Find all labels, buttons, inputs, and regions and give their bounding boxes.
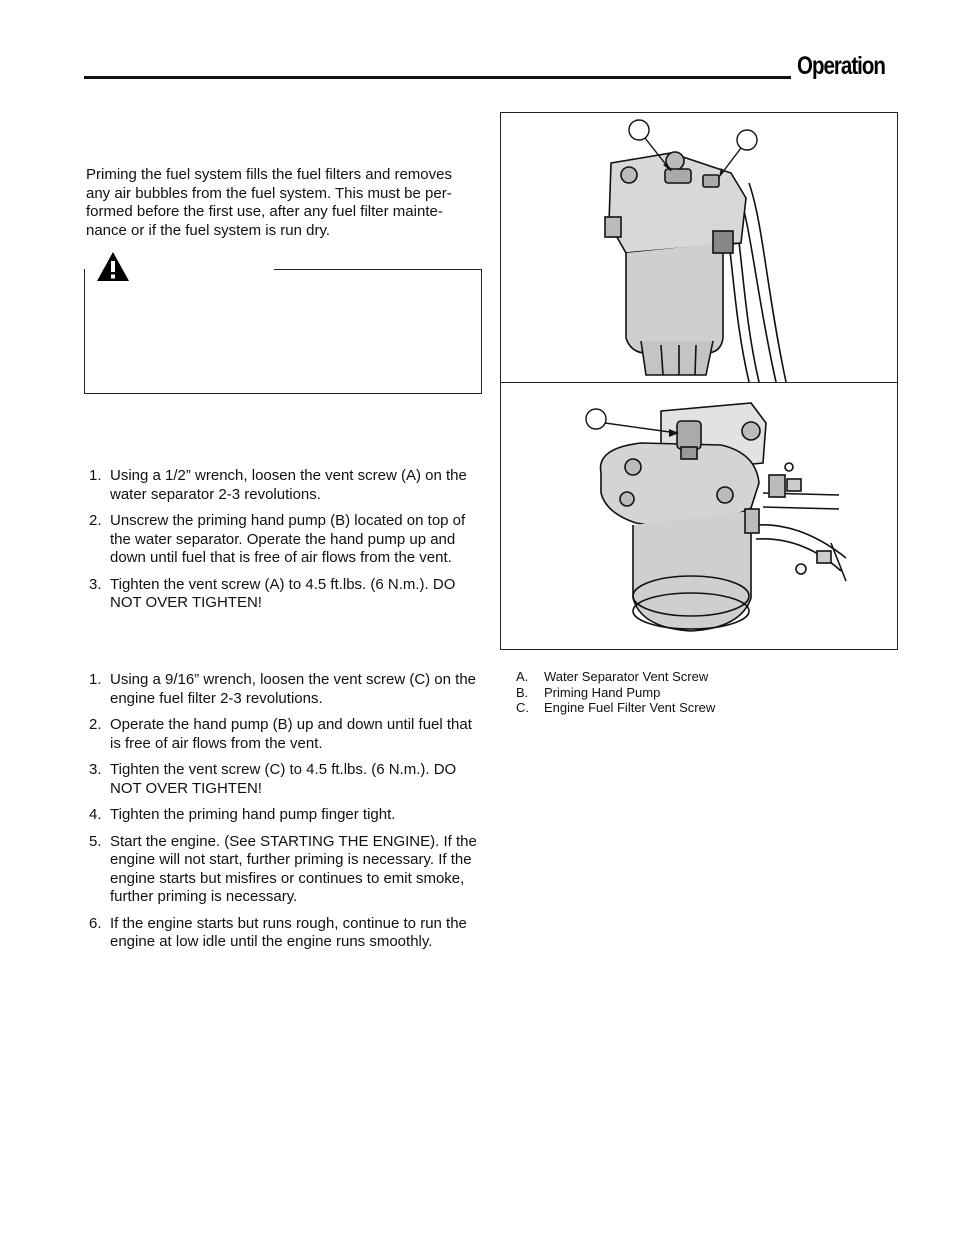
header-rule [84, 76, 791, 79]
list-item [86, 512, 481, 568]
engine-fuel-filter-illustration [501, 383, 897, 649]
list-item [86, 806, 481, 825]
step-text: If the engine starts but runs rough, continue to run the engine at low idle until the engine runs smoothly. [110, 914, 467, 950]
list-item [86, 716, 481, 753]
legend-item [516, 685, 715, 701]
list-item [86, 915, 481, 952]
legend-label: Priming Hand Pump [544, 684, 661, 700]
step-number: 1. [89, 467, 102, 484]
step-number: 6. [89, 914, 102, 932]
step-text: Tighten the vent screw (A) to 4.5 ft.lbs. (6 N.m.). DO NOT OVER TIGHTEN! [110, 575, 456, 611]
section-title: Operation [797, 52, 885, 80]
legend-letter: B. [516, 684, 529, 700]
warning-box [84, 269, 482, 394]
figure-legend [516, 669, 715, 716]
step-text: Tighten the priming hand pump finger tight. [110, 806, 396, 823]
water-separator-illustration [501, 113, 897, 382]
legend-letter: A. [516, 669, 529, 684]
list-item [86, 576, 481, 613]
step-number: 3. [89, 761, 102, 778]
legend-label: Water Separator Vent Screw [544, 669, 709, 684]
step-text: Operate the hand pump (B) up and down until fuel that is free of air flows from the vent. [110, 716, 472, 752]
step-text: Unscrew the priming hand pump (B) located on top of the water separator. Operate the hand pump up and down until fuel that is free of air flows from the vent. [110, 512, 466, 566]
step-number: 5. [89, 832, 102, 850]
step-text: Using a 1/2” wrench, loosen the vent screw (A) on the water separator 2-3 revolutions. [110, 467, 467, 503]
step-text: Tighten the vent screw (C) to 4.5 ft.lbs. (6 N.m.). DO NOT OVER TIGHTEN! [110, 761, 457, 797]
intro-paragraph: Priming the fuel system fills the fuel filters and removes any air bubbles from the fuel system. This must be per-formed before the first use, after any fuel filter mainte-nance or if the fuel system is run dry. [86, 166, 452, 239]
legend-item [516, 700, 715, 716]
step-number: 2. [89, 512, 102, 529]
list-item [86, 761, 481, 798]
list-item [86, 671, 481, 708]
step-number: 2. [89, 716, 102, 733]
step-number: 4. [89, 806, 102, 823]
fuel-filter-figure [500, 112, 898, 650]
step-text: Using a 9/16” wrench, loosen the vent screw (C) on the engine fuel filter 2-3 revolutions. [110, 671, 477, 707]
legend-label: Engine Fuel Filter Vent Screw [544, 700, 716, 716]
engine-filter-steps [86, 671, 481, 960]
step-number: 1. [89, 671, 102, 688]
list-item [86, 833, 481, 907]
water-separator-steps [86, 467, 481, 621]
figure-divider [501, 382, 897, 383]
list-item [86, 467, 481, 504]
legend-item [516, 669, 715, 685]
legend-letter: C. [516, 700, 529, 716]
step-number: 3. [89, 575, 102, 593]
step-text: Start the engine. (See STARTING THE ENGINE). If the engine will not start, further priming is necessary. If the engine starts but misfires or continues to emit smoke, further priming is necessary. [110, 832, 477, 905]
